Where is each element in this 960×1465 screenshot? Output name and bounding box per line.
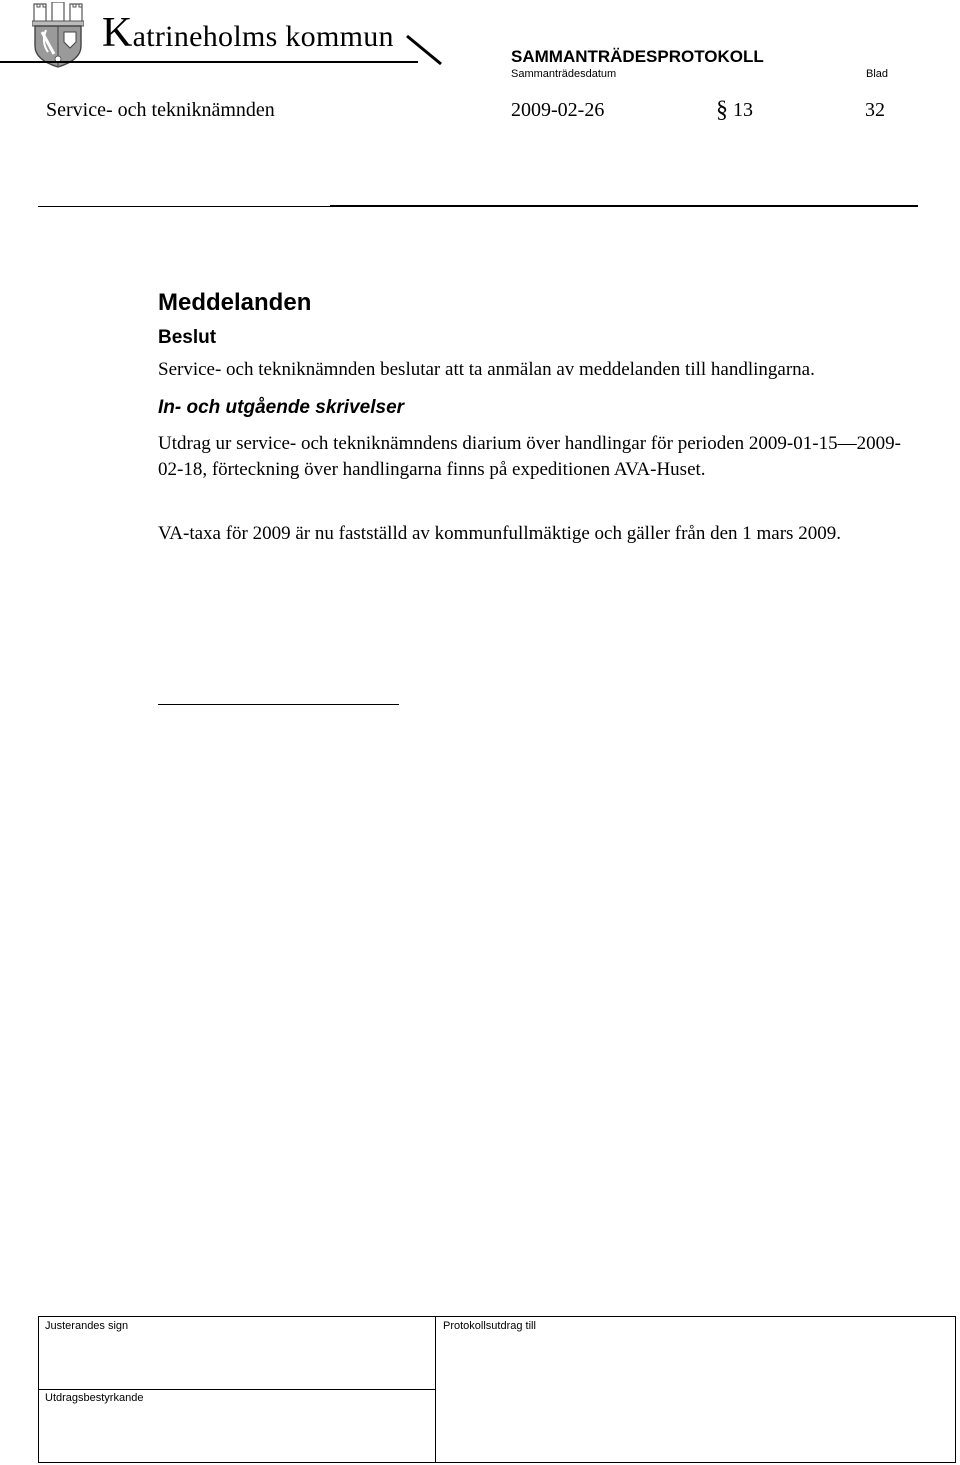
certification-label: Utdragsbestyrkande	[45, 1392, 144, 1404]
va-tariff-text: VA-taxa för 2009 är nu fastställd av kommunfullmäktige och gäller från den 1 mars 2009.	[158, 523, 841, 544]
protocol-title: SAMMANTRÄDESPROTOKOLL	[511, 47, 764, 66]
logo-wordmark: atrineholms kommun	[132, 20, 394, 53]
header-divider-thick	[330, 205, 918, 207]
page-number: 32	[865, 99, 885, 121]
page-label: Blad	[866, 68, 889, 80]
item-title: Meddelanden	[158, 289, 312, 316]
decision-text: Service- och tekniknämnden beslutar att ta anmälan av meddelanden till handlingarna.	[158, 359, 815, 380]
logo-initial: K	[102, 10, 133, 56]
end-of-item-rule	[158, 704, 399, 705]
paragraph-number: 13	[733, 99, 753, 121]
minutes-body	[158, 286, 918, 547]
signature-footer-box	[38, 1316, 956, 1463]
logo-underline	[0, 61, 418, 63]
logo-swoosh-icon	[405, 34, 445, 66]
extract-to-label: Protokollsutdrag till	[443, 1320, 536, 1332]
paragraph-sign: §	[716, 97, 728, 123]
organ-name: Service- och tekniknämnden	[46, 99, 275, 121]
municipality-crest-logo	[32, 2, 84, 68]
section-heading: In- och utgående skrivelser	[158, 397, 405, 418]
excerpt-text: Utdrag ur service- och tekniknämndens diarium över handlingar för perioden 2009-01-15—2009-02-18, förteckning över handlingarna finns på expeditionen AVA-Huset.	[158, 433, 901, 480]
meeting-date: 2009-02-26	[511, 99, 605, 121]
decision-heading: Beslut	[158, 327, 217, 348]
meeting-date-label: Sammanträdesdatum	[511, 68, 617, 80]
adjuster-sign-label: Justerandes sign	[45, 1320, 129, 1332]
municipality-name-logo	[102, 12, 394, 54]
footer-horizontal-divider	[39, 1389, 436, 1390]
